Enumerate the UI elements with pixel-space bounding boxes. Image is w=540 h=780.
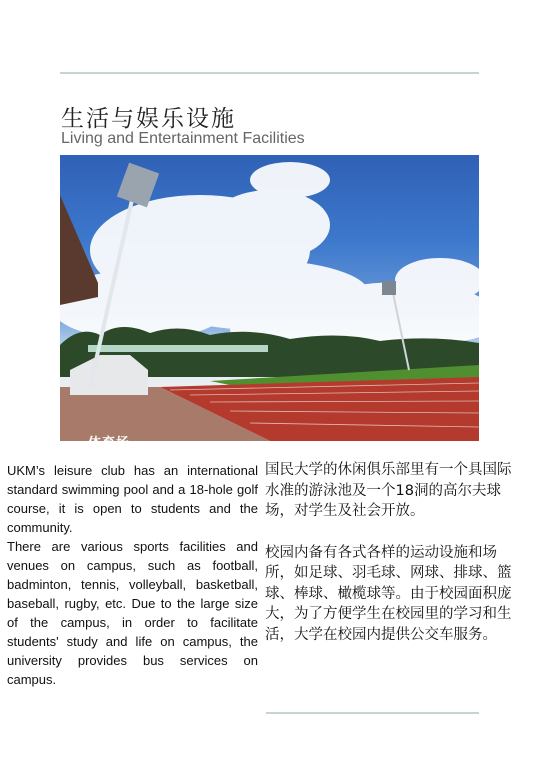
section-title-english: Living and Entertainment Facilities [61,130,305,147]
bottom-divider [266,712,479,714]
caption-banner [88,345,268,352]
clouds [50,162,490,348]
chinese-paragraph-1: 国民大学的休闲俱乐部里有一个具国际水准的游泳池及一个18洞的高尔夫球场，对学生及社会开放。 [265,462,512,519]
english-description [7,461,258,689]
chinese-paragraph-2: 校园内备有各式各样的运动设施和场所，如足球、羽毛球、网球、排球、篮球、棒球、橄榄球等。由于校园面积庞大，为了方便学生在校园里的学习和生活，大学在校园内提供公交车服务。 [265,544,512,643]
photo-caption: 体育场 [88,436,131,451]
stadium-photo [60,155,479,451]
english-paragraph-1: UKM’s leisure club has an international standard swimming pool and a 18-hole golf course, it is open to students and the community. [7,463,258,535]
english-paragraph-2: There are various sports facilities and venues on campus, such as football, badminton, tennis, volleyball, basketball, baseball, rugby, etc. Due to the large size of the campus, in order to facilitate students' study and life on campus, the university provides bus services on campus. [7,539,258,687]
stadium-scene [60,155,479,441]
section-title-chinese: 生活与娱乐设施 [61,106,236,132]
chinese-description [265,460,513,645]
top-divider [60,72,479,74]
floodlight-head-right [382,281,396,295]
